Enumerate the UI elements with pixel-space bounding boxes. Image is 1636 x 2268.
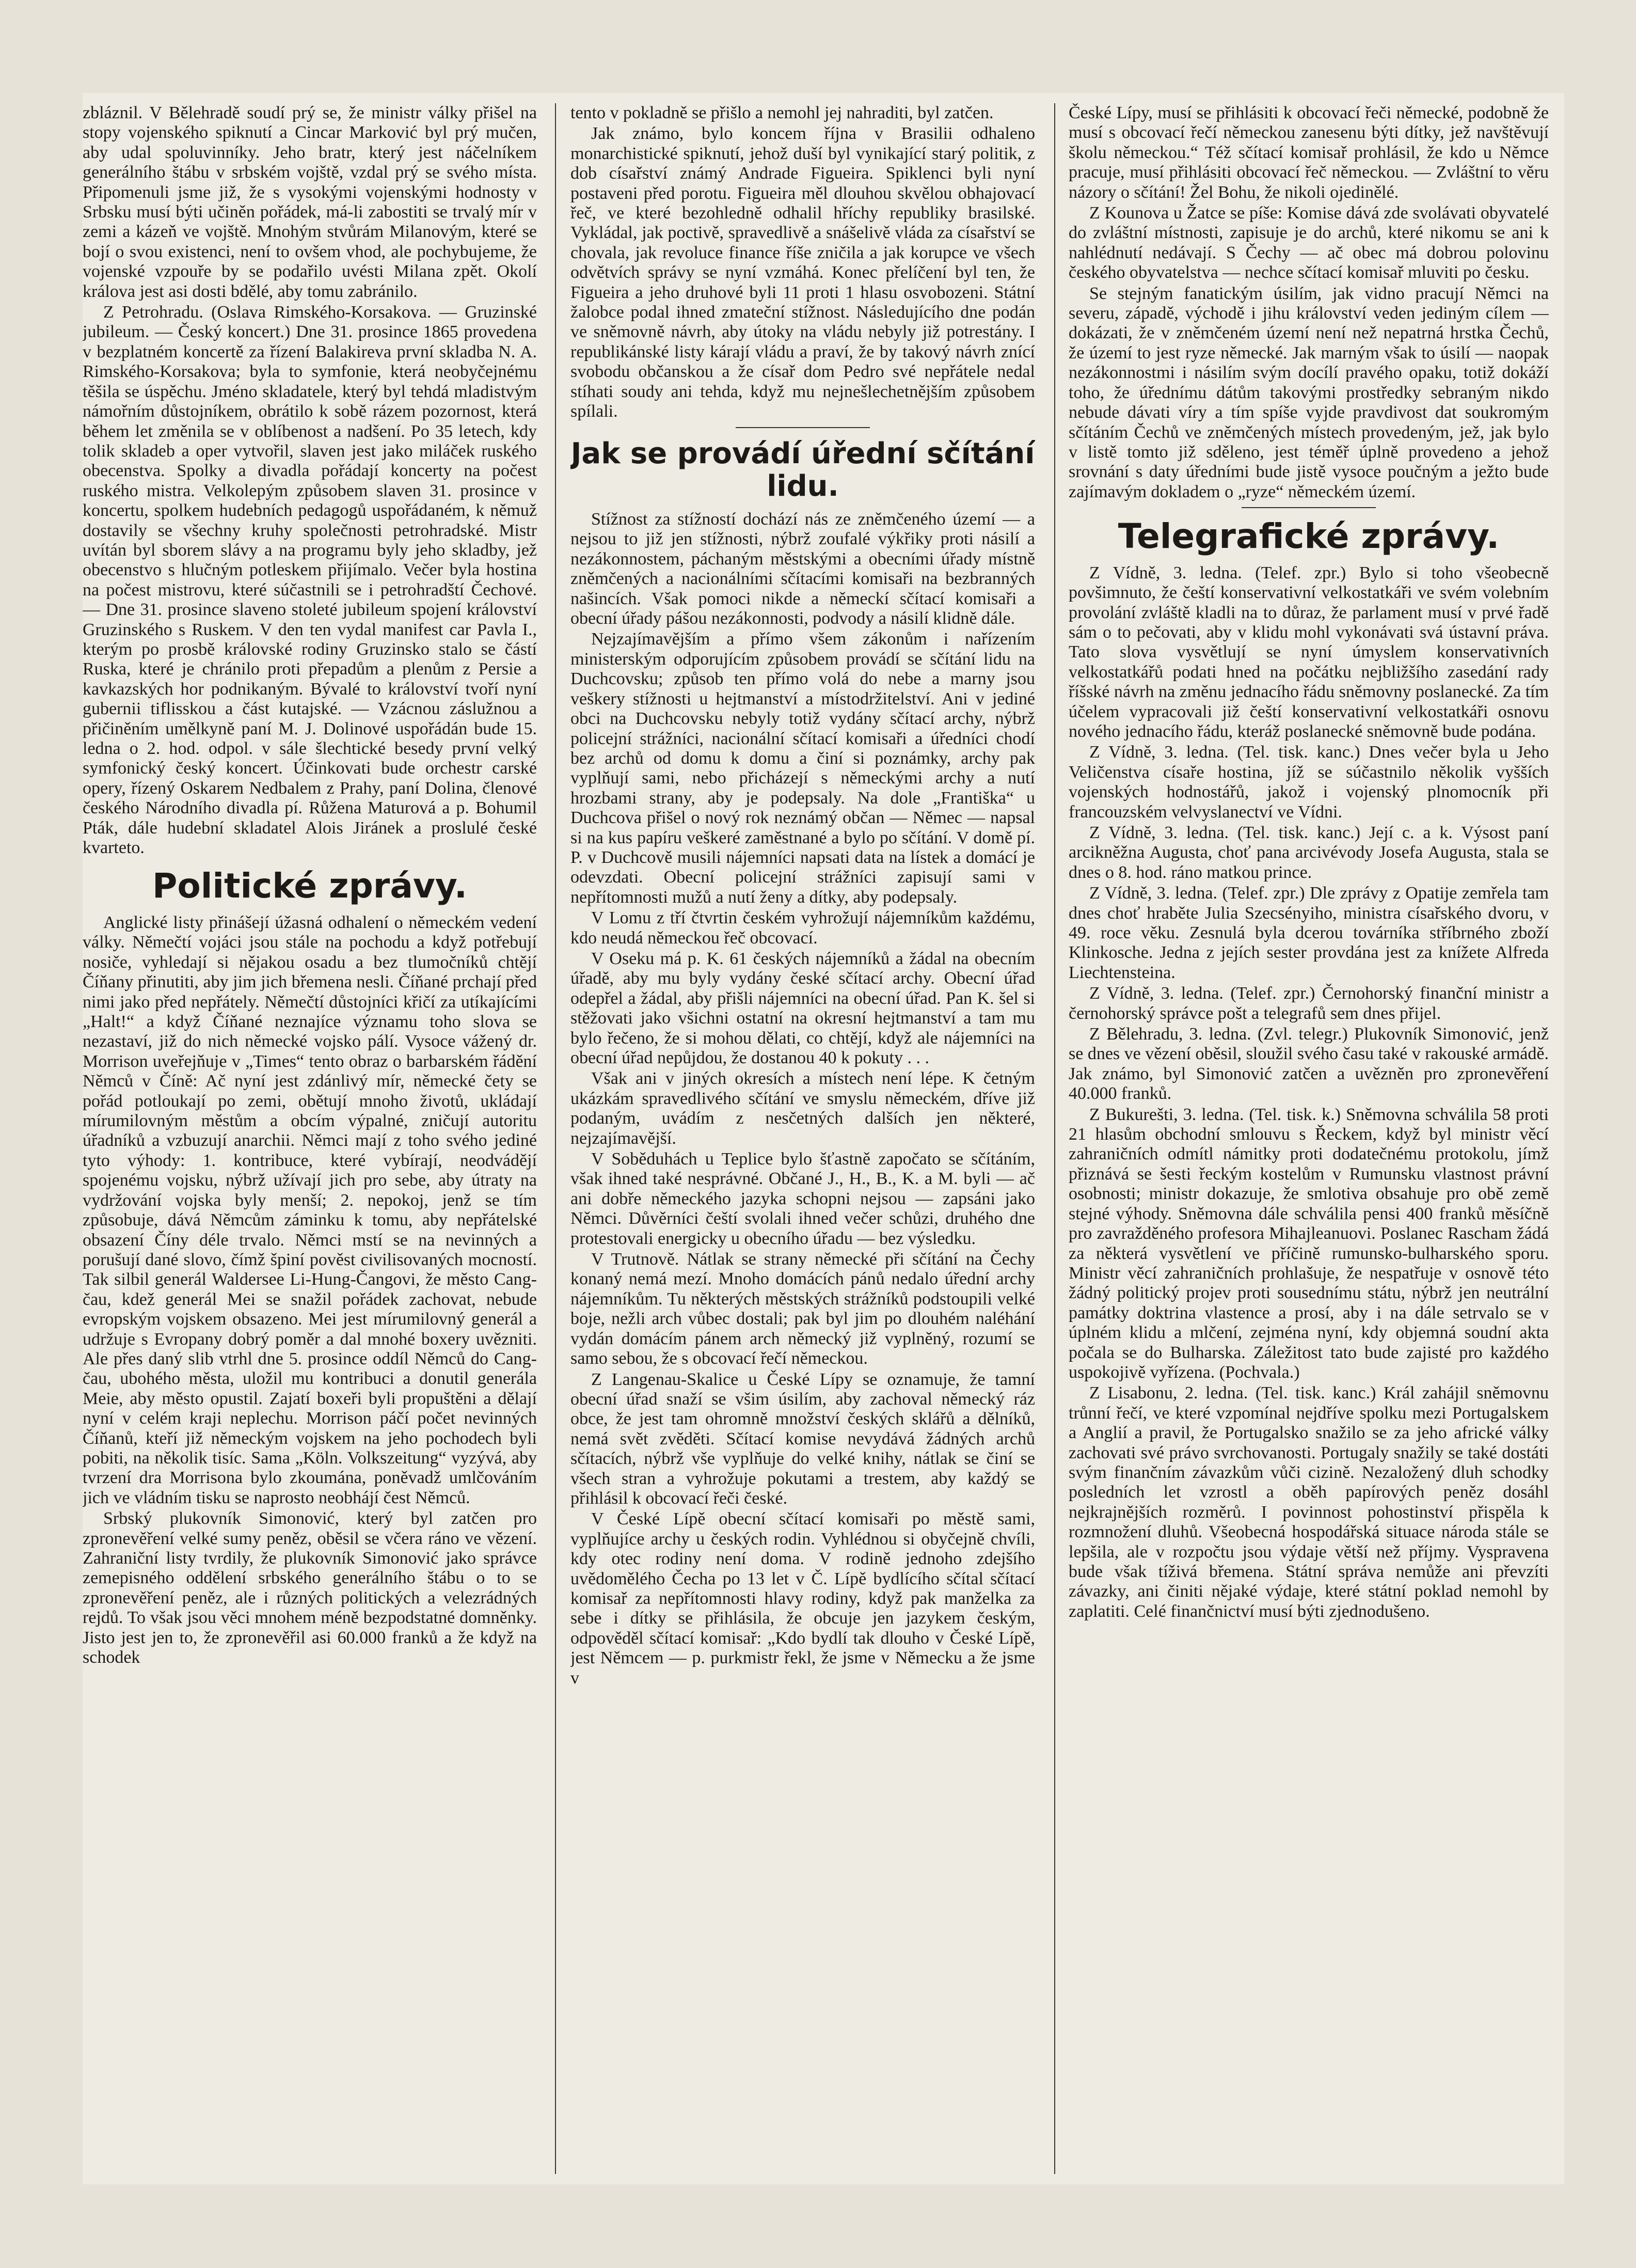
article-text: Však ani v jiných okresích a místech není lépe. K četným ukázkám spravedlivého sčítání ve smyslu německém, dříve již podaným, uvádím z nesčetných dalších jen některé, nejzajímavější. (570, 1069, 1035, 1148)
column-3 (1069, 103, 1549, 2184)
section-heading-political: Politické zprávy. (152, 866, 467, 906)
telegraph-item: Z Bělehradu, 3. ledna. (Zvl. telegr.) Plukovník Simonović, jenž se dnes ve vězení oběsil, sloužil svého času také v rakouské armádě. Jak známo, byl Simonović zatčen a uvězněn pro zpronevěření 40.000 franků. (1069, 1025, 1549, 1104)
column-1 (83, 103, 537, 2184)
article-text: Z Kounova u Žatce se píše: Komise dává zde svolávati obyvatelé do zvláštní místnosti, zapisuje je do archů, které nikomu se ani k nahlédnutí nedávají. S Čechy — ač obec má dobrou polovinu českého obyvatelstva — nechce sčítací komisař mluviti po česku. (1069, 203, 1549, 282)
telegraph-item: Z Vídně, 3. ledna. (Tel. tisk. kanc.) Její c. a k. Výsost paní arcikněžna Augusta, choť pana arcivévody Josefa Augusta, stala se dnes o 8. hod. ráno matkou prince. (1069, 823, 1549, 882)
section-heading-census: Jak se provádí úřední sčítání lidu. (570, 436, 1035, 503)
telegraph-item: Z Bukurešti, 3. ledna. (Tel. tisk. k.) Sněmovna schválila 58 proti 21 hlasům obchodní smlouvu s Řeckem, když byl ministr věcí zahraničních odmítl námitky proti dodatečnému protokolu, jímž přiznává se šesti řeckým kostelům v Rumunsku vlastnost právní osobnosti; ministr dokazuje, že smlotiva obsahuje pro obě země stejné výhody. Sněmovna dále schválila pensi 400 franků měsíčně pro zavražděného profesora Mihajleanuovi. Poslanec Rascham žádá za některá vysvětlení ve příčině rumunsko-bulharského sporu. Ministr věcí zahraničních prohlašuje, že nespatřuje v osnově této žádný politický projev proti sousednímu státu, nýbrž jen neutrální památky doktrina vlastence a prosí, aby i na dále setrvalo se v úplném klidu a mlčení, zejména nyní, kdy objemná soudní akta počala se do Bulharska. Záležitost tato bude zajisté pro každého uspokojivě vyřízena. (Pochvala.) (1069, 1105, 1549, 1382)
divider (736, 427, 870, 428)
article-text: V České Lípě obecní sčítací komisaři po městě sami, vyplňujíce archy u českých rodin. Vyhlédnou si obyčejně chvíli, kdy otec rodiny není doma. V rodině jednoho zdejšího uvědomělého Čecha po 13 let v Č. Lípě bydlícího sčítal sčítací komisař za nepřítomnosti hlavy rodiny, když pak manželka za sebe i dítky se přihlásila, že obcuje jen jazykem českým, odpověděl sčítací komisař: „Kdo bydlí tak dlouho v České Lípě, jest Němcem — p. purkmistr řekl, že jsme v Německu a že jsme v (570, 1509, 1035, 1688)
telegraph-item: Z Vídně, 3. ledna. (Telef. zpr.) Bylo si toho všeobecně povšimnuto, že čeští konservativní velkostatkáři ve svém volebním provolání zvláště kladli na to důraz, že parlament musí v prvé řadě sám o to pečovati, aby v klidu mohl vykonávati svá ústavní práva. Tato slova vysvětlují se nyní úmyslem konservativních velkostatkářů podati hned na počátku nejbližšího zasedání rady říšské návrh na změnu jednacího řádu sněmovny poslanecké. Za tím účelem vypracovali již čeští konservativní velkostatkáři osnovu nového jednacího řádu, kteráž poslanecké sněmovně bude podána. (1069, 563, 1549, 741)
article-text: České Lípy, musí se přihlásiti k obcovací řeči německé, podobně že musí s obcovací řečí německou zanesenu býti dítky, jež navštěvují školu německou.“ Též sčítací komisař prohlásil, že kdo u Němce pracuje, musí přihlásiti obcovací řeč německou. — Zvláštní to věru názory o sčítání! Žel Bohu, že nikoli ojedinělé. (1069, 103, 1549, 202)
column-2 (570, 103, 1035, 2184)
article-text: V Lomu z tří čtvrtin českém vyhrožují nájemníkům každému, kdo neudá německou řeč obcovací. (570, 908, 1035, 948)
article-text: Se stejným fanatickým úsilím, jak vidno pracují Němci na severu, západě, východě i jihu království veden jediným cílem — dokázati, že v zněmčeném území není než nepatrná hrstka Čechů, že území to jest ryze německé. Jak marným však to úsilí — naopak nezákonnostmi i násilím svým docílí pravého opaku, totiž dokáží toho, že úřednímu dátům takovými prostředky sebraným nikdo nebude dávati víry a tím spíše vyjde pravdivost dat soukromým sčítáním Čechů ve zněmčených místech provedeným, jež, jak bylo v listě tomto již sděleno, jest téměř úplně provedeno a jehož srovnání s daty úředními bude jistě vysoce poučným a ježto bude zajímavým dokladem o „ryze“ německém území. (1069, 284, 1549, 501)
telegraph-item: Z Vídně, 3. ledna. (Telef. zpr.) Dle zprávy z Opatije zemřela tam dnes choť hraběte Julia Szecsényiho, ministra císařského dvoru, v 49. roce věku. Zesnulá byla dcerou továrníka stříbrného zboží Klinkosche. Jedna z jejích sester provdána jest za knížete Alfreda Liechtensteina. (1069, 884, 1549, 982)
column-rule (555, 103, 556, 2174)
article-petrohrad: Z Petrohradu. (Oslava Rimského-Korsakova. — Gruzinské jubileum. — Český koncert.) Dne 31. prosince 1865 provedena v bezplatném koncertě za řízení Balakireva první skladba N. A. Rimského-Korsakova; byla to symfonie, která neobyčejnému těšila se úspěchu. Jméno skladatele, který byl tehdá mladistvým námořním důstojníkem, obrátilo k sobě rázem pozornost, která během let změnila se v oblíbenost a nadšení. Po 35 letech, kdy tolik skladeb a oper vytvořil, slaven jest jako miláček ruského obecenstva. Spolky a divadla pořádají koncerty na počest ruského mistra. Velkolepým způsobem slaven 31. prosince v koncertu, spolkem hudebních pedagogů uspořádaném, k němuž dostavily se všechny kruhy společnosti petrohradské. Mistr uvítán byl sborem slávy a na programu byly jeho skladby, jež obecenstvo s hlučným potleskem přijímalo. Večer byla hostina na počest mistrovu, které súčastnili se i petrohradští Čechové. — Dne 31. prosince slaveno stoleté jubileum spojení království Gruzinského s Ruskem. V den ten vydal manifest car Pavla I., kterým po prosbě královské rodiny Gruzinsko stalo se částí Ruska, které je chránilo proti přepadům a plenům z Persie a kavkazských hor podnikaným. Bývalé to království tvoří nyní gubernii tiflisskou a část kutajské. — Vzácnou záslužnou a přičiněním umělkyně paní M. J. Dolinové uspořádán bude 15. ledna o 2. hod. odpol. v sále šlechtické besedy první velký symfonický český koncert. Účinkovati bude orchestr carské opery, řízený Oskarem Nedbalem z Prahy, paní Dolina, členové českého Národního divadla pí. Růžena Maturová a p. Bohumil Pták, dále hudební skladatel Alois Jiránek a proslulé české kvarteto. (83, 303, 537, 858)
article-text: Nejzajímavějším a přímo všem zákonům i nařízením ministerským odporujícím způsobem provádí se sčítání lidu na Duchcovsku; způsob ten přímo volá do nebe a marny jsou veškery stížnosti u hejtmanství a místodržitelství. Ani v jediné obci na Duchcovsku nebyly totiž vydány sčítací archy, nýbrž policejní strážníci, nacionální sčítací komisaři a úředníci chodí bez archů od domu k domu a činí si poznámky, archy pak vyplňují sami, nebo přicházejí s německými archy a nutí hrozbami strany, aby je podepsaly. Na dole „Františka“ u Duchcova přišel o nový rok neznámý občan — Němec — napsal si na kus papíru veškeré zaměstnané a bylo po sčítání. V domě pí. P. v Duchcově musili nájemníci napsati data na lístek a domácí je odevzdati. Obecní policejní strážníci zapisují sami v nepřítomnosti mužů a nutí ženy a dítky, aby podepsaly. (570, 629, 1035, 907)
telegraph-item: Z Vídně, 3. ledna. (Tel. tisk. kanc.) Dnes večer byla u Jeho Veličenstva císaře hostina, jíž se súčastnilo několik vyšších vojenských hodnostářů, jakož i vojenský plnomocník při francouzském velvyslanectví ve Vídni. (1069, 743, 1549, 822)
article-text: Stížnost za stížností dochází nás ze zněmčeného území — a nejsou to již jen stížnosti, nýbrž zoufalé výkřiky proti násilí a nezákonnostem, páchaným městskými a obecními úřady místně zněmčených a nacionálními sčítacími komisaři na bezbranných našincích. Však pomoci nikde a německí sčítací komisaři a obecní úřady pášou nezákonnosti, podvody a násilí klidně dále. (570, 510, 1035, 628)
article-text: Z Langenau-Skalice u České Lípy se oznamuje, že tamní obecní úřad snaží se všim úsilím, aby zachoval německý ráz obce, že jest tam ohromně množství českých sklářů a dělníků, nemá svět zvěděti. Sčítací komise nevydává žádných archů sčítacích, nýbrž vše vyplňuje do velké knihy, nátlak se činí se všech stran a vyhrožuje pokutami a trestem, aby každý se přihlásil k obcovací řeči české. (570, 1369, 1035, 1508)
newspaper-page (83, 93, 1564, 2184)
section-heading-telegraph: Telegrafické zprávy. (1118, 516, 1500, 557)
article-text: V Trutnově. Nátlak se strany německé při sčítání na Čechy konaný nemá mezí. Mnoho domácích pánů nedalo úřední archy nájemníkům. Tu některých městských strážníků podstoupili velké boje, nežli arch vůbec dostali; pak byl jim po dlouhém naléhání vydán domácím pánem arch německý již vyplněný, rozumí se samo sebou, že s obcovací řečí německou. (570, 1250, 1035, 1368)
article-text: Anglické listy přinášejí úžasná odhalení o německém vedení války. Němečtí vojáci jsou stále na pochodu a když potřebují nosiče, vyhledají si nějakou osadu a bez tlumočníků chtějí Číňany přinutiti, aby jim jich břemena nesli. Číňané prchají před nimi jako před nepřátely. Němečtí důstojníci křičí za utíkajícími „Halt!“ a když Číňané neznajíce významu toho slova se nezastaví, již do nich německé vojsko pálí. Vysoce vážený dr. Morrison uveřejňuje v „Times“ tento obraz o barbarském řádění Němců v Číně: Ač nyní jest zdánlivý mír, německé čety se pořád potloukají po zemi, obětují mnoho životů, ukládají mírumilovným městům a obcím výpalné, zničují autoritu úřadníků a vzbuzují anarchii. Němci mají z toho svého jediné tyto výhody: 1. kontribuce, které vybírají, neodvádějí spojenému vojsku, nýbrž užívají jich pro sebe, aby útraty na vydržování vojska byly menší; 2. nepokoj, jenž se tím způsobuje, dává Němcům záminku k tomu, aby nepřátelské obsazení Číny déle trvalo. Němci mstí se na nevinných a porušují dané slovo, čímž špiní pověst civilisovaných mocností. Tak silbil generál Waldersee Li-Hung-Čangovi, že město Cang-čau, kdež generál Mei se snažil pořádek zachovat, nebude evropským vojskem obsazeno. Mei jest mírumilovný generál a udržuje s Evropany dobrý poměr a dal mnohé boxery uvězniti. Ale přes daný slib vtrhl dne 5. prosince oddíl Němců do Cang-čau, ubohého města, uložil mu kontribuci a donutil generála Meie, aby město opustil. Zajatí boxeři byli propuštěni a dělají nyní v celém kraji neplechu. Morrison páčí počet nevinných Číňanů, kteří již německým vojskem na jeho pochodech byli pobiti, na několik tisíc. Sama „Köln. Volkszeitung“ vyzývá, aby tvrzení dra Morrisona bylo zkoumána, poněvadž umlčováním jich ve vládním tisku se naprosto neobhájí čest Němců. (83, 913, 537, 1507)
article-text: Srbský plukovník Simonović, který byl zatčen pro zpronevěření velké sumy peněz, oběsil se včera ráno ve vězení. Zahraniční listy tvrdily, že plukovník Simonović jako správce zemepisného oddělení srbského generálního štábu o to se zpronevěření peněz, ale i různých politických a velezrádných rejdů. To však jsou věci mnohem méně bezpodstatné domněnky. Jisto jest jen to, že zpronevěřil asi 60.000 franků a že když na schodek (83, 1509, 537, 1667)
divider (1242, 507, 1376, 508)
telegraph-item: Z Lisabonu, 2. ledna. (Tel. tisk. kanc.) Král zahájil sněmovnu trůnní řečí, ve které vzpomínal nejdříve spolku mezi Portugalskem a Anglií a pravil, že Portugalsko snažilo se za jeho africké války zachovati své právo svrchovanosti. Portugaly snažily se také dostáti svým finančním závazkům vůči cizině. Nezaložený dluh schodky posledních let vzrostl a oběh papírových peněz dosáhl nejkrajnějších rozměrů. I povinnost pohostinství přispěla k rozmnožení dluhů. Všeobecná hospodářská situace národa stále se lepšila, ale v rozpočtu jsou výdaje větší než příjmy. Vyspravena bude však tíživá břemena. Státní správa nemůže ani převzíti závazky, ani činiti nějaké výdaje, které státní poklad nemohl by zaplatiti. Celé finančnictví musí býti zjednodušeno. (1069, 1383, 1549, 1621)
article-text: zbláznil. V Bělehradě soudí prý se, že ministr války přišel na stopy vojenského spiknutí a Cincar Marković byl prý mučen, aby udal spoluvinníky. Jeho bratr, který jest náčelníkem generálního štábu v srbském vojště, vzdal prý se svého místa. Připomenuli jsme již, že s vysokými vojenskými hodnosty v Srbsku musí býti učiněn pořádek, má-li zabostiti se trvalý mír v zemi a kázeň ve vojště. Mnohým stvůrám Milanovým, které se bojí o svou existenci, není to ovšem vhod, ale pochybujeme, že vojenské vzpouře by se podařilo uvésti Milana zpět. Okolí králova jest asi dosti bdělé, aby tomu zabránilo. (83, 103, 537, 301)
article-text: V Oseku má p. K. 61 českých nájemníků a žádal na obecním úřadě, aby mu byly vydány české sčítací archy. Obecní úřad odepřel a žádal, aby přišli nájemníci na obecní úřad. Pan K. šel si stěžovati jako všichni ostatní na okresní hejtmanství a tam mu bylo řečeno, že si mohou dělati, co chtějí, když ale nájemníci na obecní úřad nepůjdou, že dostanou 40 k pokuty . . . (570, 949, 1035, 1067)
column-rule (1054, 103, 1055, 2174)
article-text: V Soběduhách u Teplice bylo šťastně započato se sčítáním, však ihned také nesprávné. Občané J., H., B., K. a M. byli — ač ani dobře německého jazyka schopni nejsou — zapsáni jako Němci. Důvěrníci čeští svolali ihned večer schůzi, druhého dne protestovali energicky u obecního úřadu — bez výsledku. (570, 1149, 1035, 1248)
article-text: tento v pokladně se přišlo a nemohl jej nahraditi, byl zatčen. (570, 103, 994, 122)
telegraph-item: Z Vídně, 3. ledna. (Telef. zpr.) Černohorský finanční ministr a černohorský správce pošt a telegrafů sem dnes přijel. (1069, 984, 1549, 1023)
article-text: Jak známo, bylo koncem října v Brasilii odhaleno monarchistické spiknutí, jehož duší byl vynikající starý politik, z dob císařství známý Andrade Figueira. Spiklenci byli nyní postaveni před porotu. Figueira měl dlouhou skvělou obhajovací řeč, ve které bezohledně odhalil hříchy republiky brasilské. Vykládal, jak poctivě, spravedlivě a snášelivě vláda za císařství se chovala, jak revoluce finance říše zničila a jak korupce ve všech odvětvích správy se nyní vzmáhá. Konec přelíčení byl ten, že Figueira a jeho druhové byli 11 proti 1 hlasu osvobozeni. Státní žalobce podal ihned zmateční stížnost. Následujícího dne podán ve sněmovně návrh, aby útoky na vládu nebyly již potrestány. I republikánské listy kárají vládu a praví, že by takový návrh znící svobodu občanskou a že císař dom Pedro své nepřátele nedal stíhati soudy ani tehda, když mu nejnešlechetnějším způsobem spílali. (570, 124, 1035, 421)
